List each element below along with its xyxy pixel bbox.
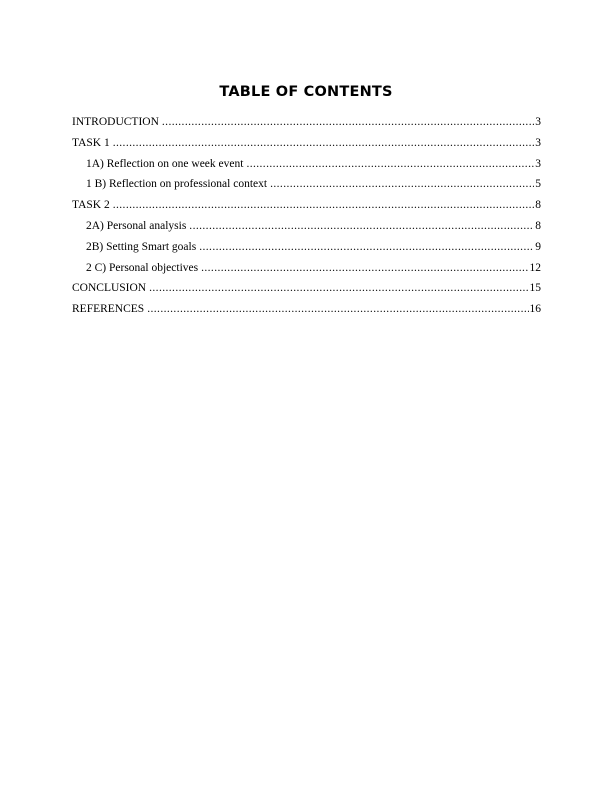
dot-leader: [201, 260, 528, 276]
toc-entry-label: TASK 2: [72, 199, 110, 212]
dot-leader: [149, 280, 528, 296]
toc-entry-page-number: 9: [535, 240, 541, 253]
toc-entry-task-2[interactable]: [72, 197, 541, 218]
toc-entry-label: REFERENCES: [72, 303, 145, 316]
toc-entry-1a-reflection-one-week-event[interactable]: [72, 156, 541, 177]
toc-entry-label: 2A) Personal analysis: [86, 219, 187, 232]
toc-entry-page-number: 3: [535, 116, 541, 128]
toc-entry-label: CONCLUSION: [72, 282, 147, 295]
dot-leader: [113, 135, 535, 151]
toc-list: [72, 114, 541, 322]
dot-leader: [199, 239, 534, 255]
toc-entry-2a-personal-analysis[interactable]: [72, 218, 541, 239]
dot-leader: [162, 114, 534, 130]
toc-entry-page-number: 8: [535, 199, 541, 212]
toc-entry-page-number: 3: [535, 157, 541, 170]
toc-entry-page-number: 3: [535, 136, 541, 149]
toc-entry-1b-reflection-professional-context[interactable]: [72, 176, 541, 197]
toc-entry-page-number: 15: [529, 282, 541, 295]
toc-entry-page-number: 8: [535, 219, 541, 232]
toc-entry-conclusion[interactable]: [72, 280, 541, 301]
dot-leader: [270, 176, 534, 192]
toc-entry-label: INTRODUCTION: [72, 116, 159, 128]
dot-leader: [147, 301, 528, 317]
dot-leader: [246, 156, 534, 172]
toc-entry-references[interactable]: [72, 301, 541, 322]
toc-entry-page-number: 16: [529, 303, 541, 316]
toc-entry-introduction[interactable]: [72, 114, 541, 135]
toc-entry-label: TASK 1: [72, 136, 110, 149]
toc-entry-2c-personal-objectives[interactable]: [72, 260, 541, 281]
toc-entry-label: 2B) Setting Smart goals: [86, 240, 197, 253]
toc-entry-2b-setting-smart-goals[interactable]: [72, 239, 541, 260]
dot-leader: [113, 197, 535, 213]
toc-entry-page-number: 5: [535, 178, 541, 191]
toc-title: TABLE OF CONTENTS: [219, 84, 393, 100]
toc-entry-label: 1 B) Reflection on professional context: [86, 178, 268, 191]
toc-entry-label: 1A) Reflection on one week event: [86, 157, 244, 170]
toc-entry-task-1[interactable]: [72, 135, 541, 156]
toc-entry-label: 2 C) Personal objectives: [86, 261, 199, 274]
dot-leader: [189, 218, 534, 234]
toc-entry-page-number: 12: [529, 261, 541, 274]
